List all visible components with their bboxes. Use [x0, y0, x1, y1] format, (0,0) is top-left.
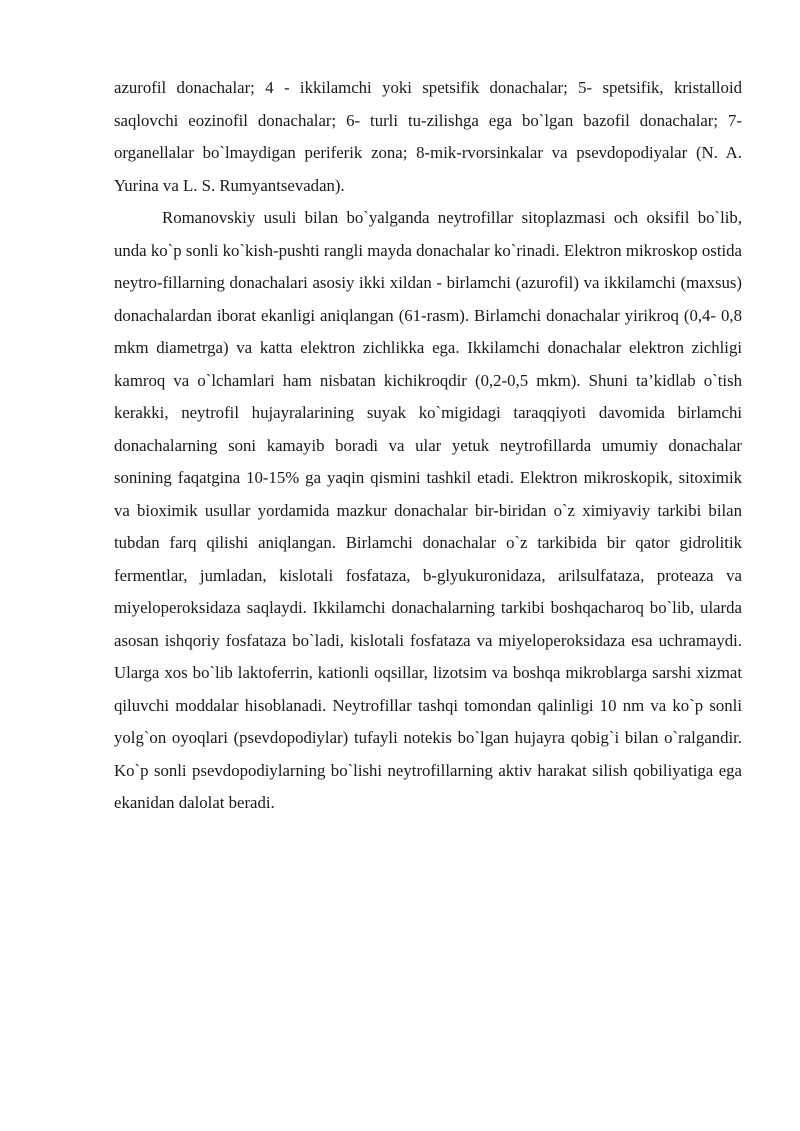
paragraph-continuation: azurofil donachalar; 4 - ikkilamchi yoki spetsifik donachalar; 5- spetsifik, kristalloid saqlovchi eozinofil donachalar; 6- turli tu-zilishga ega bo`lgan bazofil donachalar; 7-organellalar bo`lmaydigan periferik zona; 8-mik-rvorsinkalar va psevdopodiyalar (N. A. Yurina va L. S. Rumyantsevadan).: [114, 78, 742, 195]
document-page: [114, 72, 742, 820]
paragraph-main: Romanovskiy usuli bilan bo`yalganda neytrofillar sitoplazmasi och oksifil bo`lib, unda ko`p sonli ko`kish-pushti rangli mayda donachalar ko`rinadi. Elektron mikroskop ostida neytro-fillarning donachalari asosiy ikki xildan - birlamchi (azurofil) va ikkilamchi (maxsus) donachalardan iborat ekanligi aniqlangan (61-rasm). Birlamchi donachalar yirikroq (0,4- 0,8 mkm diametrga) va katta elektron zichlikka ega. Ikkilamchi donachalar elektron zichligi kamroq va o`lchamlari ham nisbatan kichikroqdir (0,2-0,5 mkm). Shuni ta’kidlab o`tish kerakki, neytrofil hujayralarining suyak ko`migidagi taraqqiyoti davomida birlamchi donachalarning soni kamayib boradi va ular yetuk neytrofillarda umumiy donachalar sonining faqatgina 10-15% ga yaqin qismini tashkil etadi. Elektron mikroskopik, sitoximik va bioximik usullar yordamida mazkur donachalar bir-biridan o`z ximiyaviy tarkibi bilan tubdan farq qilishi aniqlangan. Birlamchi donachalar o`z tarkibida bir qator gidrolitik fermentlar, jumladan, kislotali fosfataza, b-glyukuronidaza, arilsulfataza, proteaza va miyeloperoksidaza saqlaydi. Ikkilamchi donachalarning tarkibi boshqacharoq bo`lib, ularda asosan ishqoriy fosfataza bo`ladi, kislotali fosfataza va miyeloperoksidaza esa uchramaydi. Ularga xos bo`lib laktoferrin, kationli oqsillar, lizotsim va boshqa mikroblarga sarshi xizmat qiluvchi moddalar hisoblanadi. Neytrofillar tashqi tomondan qalinligi 10 nm va ko`p sonli yolg`on oyoqlari (psevdopodiylar) tufayli notekis bo`lgan hujayra qobig`i bilan o`ralgandir. Ko`p sonli psevdopodiylarning bo`lishi neytrofillarning aktiv harakat silish qobiliyatiga ega ekanidan dalolat beradi.: [114, 208, 742, 812]
